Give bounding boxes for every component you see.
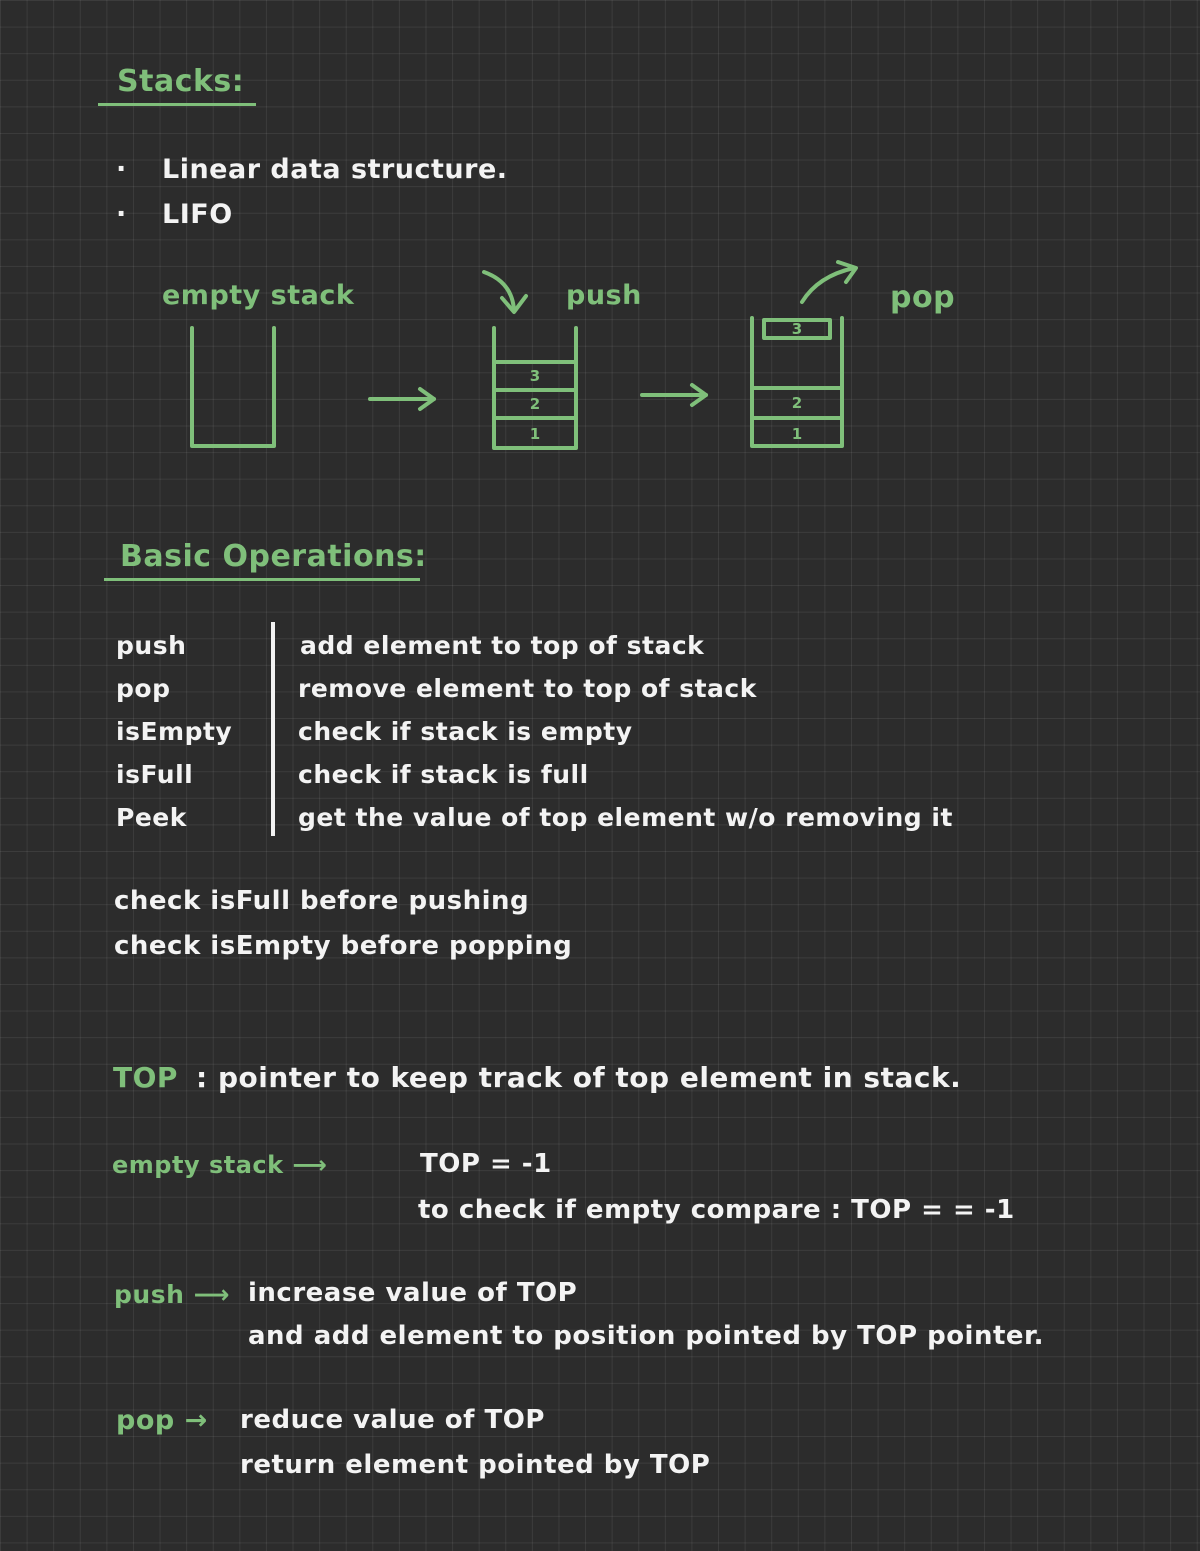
push-cell-3: 3 (529, 367, 541, 385)
right-arrow-icon (370, 389, 434, 409)
push-note-line2: and add element to position pointed by TOP pointer. (248, 1321, 1045, 1351)
op-name-peek: Peek (116, 803, 187, 832)
push-cell-1: 1 (529, 425, 541, 443)
op-name-isfull: isFull (116, 760, 194, 789)
pop-cell-3: 3 (791, 320, 803, 338)
top-label: TOP (113, 1061, 178, 1094)
op-desc-isfull: check if stack is full (298, 760, 589, 789)
empty-stack-top-value: TOP = -1 (420, 1149, 552, 1179)
empty-stack-label: empty stack (162, 280, 355, 311)
pop-cell-2: 2 (791, 394, 803, 412)
empty-stack-container (192, 328, 274, 446)
push-note-label: push ⟶ (114, 1280, 230, 1309)
op-name-isempty: isEmpty (116, 717, 233, 746)
pop-cell-1: 1 (791, 425, 803, 443)
operations-underline (104, 578, 420, 581)
op-desc-push: add element to top of stack (300, 631, 705, 660)
right-arrow-icon-2 (642, 385, 706, 405)
op-name-pop: pop (116, 674, 171, 703)
check-isfull-note: check isFull before pushing (114, 886, 530, 916)
bullet-dot-1: · (116, 154, 127, 185)
push-cell-2: 2 (529, 395, 541, 413)
op-desc-peek: get the value of top element w/o removing it (298, 803, 953, 832)
pop-label: pop (890, 280, 956, 315)
bullet-lifo: LIFO (162, 199, 233, 230)
page-title: Stacks: (117, 64, 245, 99)
bullet-dot-2: · (116, 199, 127, 230)
bullet-linear: Linear data structure. (162, 154, 508, 185)
operations-heading: Basic Operations: (120, 539, 427, 574)
op-desc-pop: remove element to top of stack (298, 674, 757, 703)
push-arrow-icon (484, 272, 526, 312)
check-isempty-note: check isEmpty before popping (114, 931, 573, 961)
push-note-line1: increase value of TOP (248, 1278, 578, 1308)
top-definition: : pointer to keep track of top element in stack. (196, 1061, 962, 1094)
op-name-push: push (116, 631, 187, 660)
pop-note-line1: reduce value of TOP (240, 1405, 545, 1435)
pop-arrow-icon (802, 262, 856, 302)
stack-diagram (0, 0, 1200, 520)
empty-stack-note-label: empty stack ⟶ (112, 1151, 328, 1179)
pop-note-line2: return element pointed by TOP (240, 1450, 711, 1480)
empty-stack-compare: to check if empty compare : TOP = = -1 (418, 1195, 1015, 1225)
op-desc-isempty: check if stack is empty (298, 717, 633, 746)
pop-note-label: pop → (116, 1405, 208, 1436)
push-label: push (566, 280, 642, 311)
operations-divider (271, 622, 275, 836)
